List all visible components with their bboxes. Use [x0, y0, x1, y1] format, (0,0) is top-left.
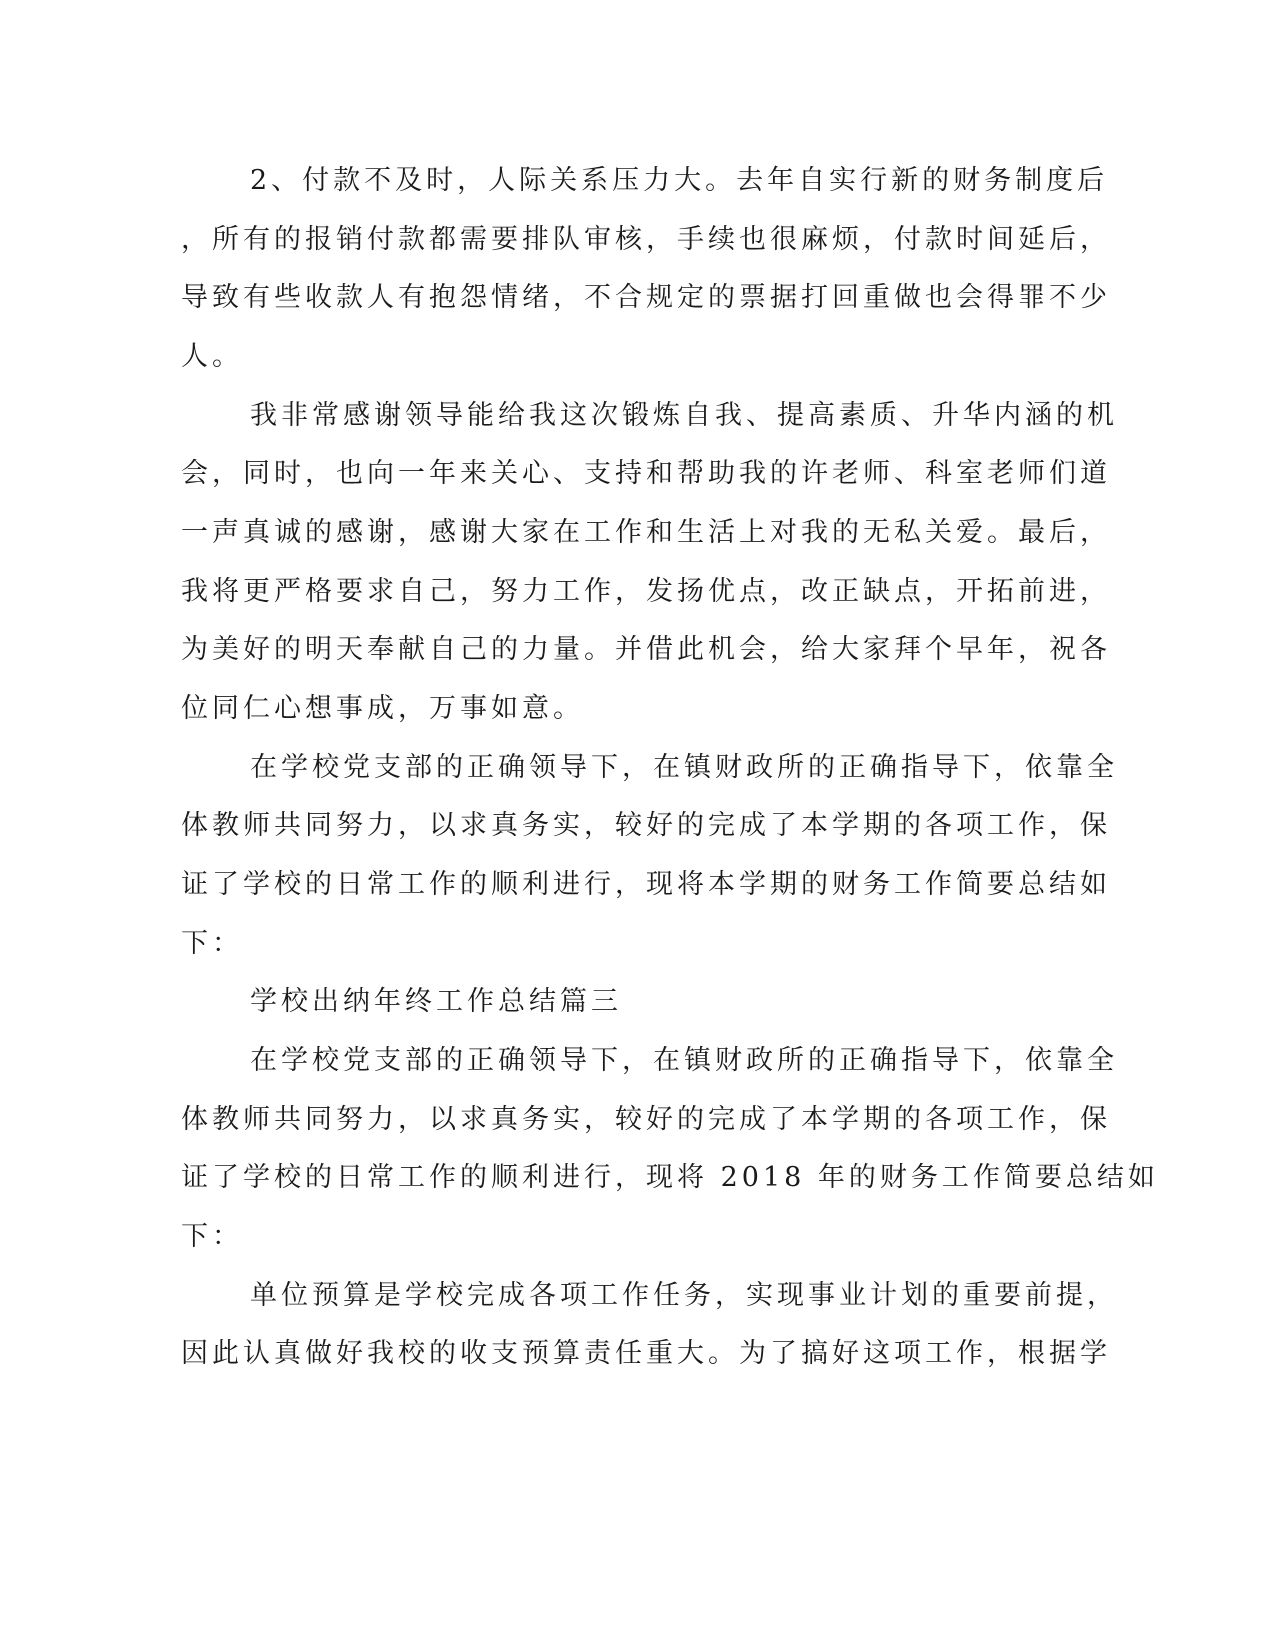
text-line: 我非常感谢领导能给我这次锻炼自我、提高素质、升华内涵的机	[250, 400, 1118, 431]
text-line: 体教师共同努力，以求真务实，较好的完成了本学期的各项工作，保	[181, 810, 1111, 841]
text-line: 为美好的明天奉献自己的力量。并借此机会，给大家拜个早年，祝各	[181, 634, 1111, 665]
text-line: 2、付款不及时，人际关系压力大。去年自实行新的财务制度后	[250, 165, 1109, 196]
text-line: 会，同时，也向一年来关心、支持和帮助我的许老师、科室老师们道	[181, 458, 1111, 489]
text-line: 因此认真做好我校的收支预算责任重大。为了搞好这项工作，根据学	[181, 1338, 1111, 1369]
text-line: 在学校党支部的正确领导下，在镇财政所的正确指导下，依靠全	[250, 1045, 1118, 1076]
text-line: 在学校党支部的正确领导下，在镇财政所的正确指导下，依靠全	[250, 752, 1118, 783]
text-line: 位同仁心想事成，万事如意。	[181, 693, 584, 724]
text-line: 单位预算是学校完成各项工作任务，实现事业计划的重要前提，	[250, 1280, 1118, 1311]
section-heading: 学校出纳年终工作总结篇三	[250, 986, 622, 1017]
text-line: 我将更严格要求自己，努力工作，发扬优点，改正缺点，开拓前进，	[181, 576, 1111, 607]
text-line: 下：	[181, 928, 243, 959]
text-line: 证了学校的日常工作的顺利进行，现将本学期的财务工作简要总结如	[181, 869, 1111, 900]
text-line: 一声真诚的感谢，感谢大家在工作和生活上对我的无私关爱。最后，	[181, 517, 1111, 548]
text-line: 体教师共同努力，以求真务实，较好的完成了本学期的各项工作，保	[181, 1104, 1111, 1135]
text-line: 导致有些收款人有抱怨情绪，不合规定的票据打回重做也会得罪不少	[181, 282, 1111, 313]
text-line: ，所有的报销付款都需要排队审核，手续也很麻烦，付款时间延后，	[181, 224, 1111, 255]
text-line: 下：	[181, 1221, 243, 1252]
text-line: 证了学校的日常工作的顺利进行，现将 2018 年的财务工作简要总结如	[181, 1162, 1159, 1193]
text-line: 人。	[181, 341, 243, 372]
